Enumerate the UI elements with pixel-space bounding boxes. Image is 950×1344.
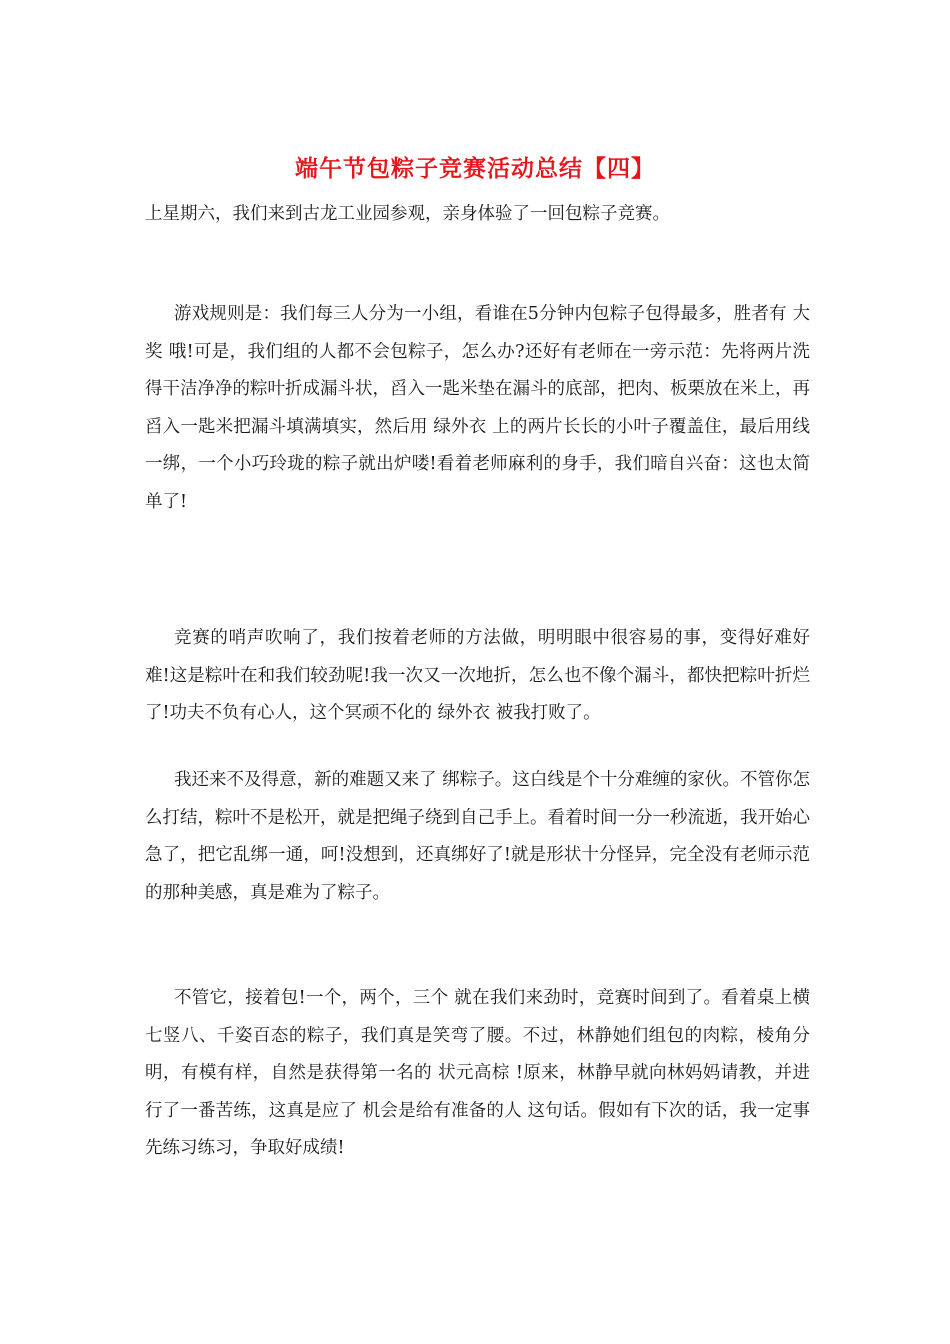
- intro-paragraph: 上星期六，我们来到古龙工业园参观，亲身体验了一回包粽子竞赛。: [145, 204, 670, 224]
- body-paragraph-competition: 竞赛的哨声吹响了，我们按着老师的方法做，明明眼中很容易的事，变得好难好难!这是粽叶在和我们较劲呢!我一次又一次地折，怎么也不像个漏斗，都快把粽叶折烂了!功夫不负有心人，这个冥顽不化的 绿外衣 被我打败了。: [145, 628, 810, 723]
- document-title: 端午节包粽子竞赛活动总结【四】: [295, 155, 655, 182]
- body-paragraph-tying: 我还来不及得意，新的难题又来了 绑粽子。这白线是个十分难缠的家伙。不管你怎么打结，粽叶不是松开，就是把绳子绕到自己手上。看着时间一分一秒流逝，我开始心急了，把它乱绑一通，呵!没想到，还真绑好了!就是形状十分怪异，完全没有老师示范的那种美感，真是难为了粽子。: [145, 770, 810, 903]
- body-paragraph-result: 不管它，接着包!一个，两个，三个 就在我们来劲时，竞赛时间到了。看着桌上横七竖八、千姿百态的粽子，我们真是笑弯了腰。不过，林静她们组包的肉粽，棱角分明，有模有样，自然是获得第一名的 状元高棕 !原来，林静早就向林妈妈请教，并进行了一番苦练，这真是应了 机会是给有准备的人 这句话。假如有下次的话，我一定事先练习练习，争取好成绩!: [145, 988, 810, 1158]
- body-paragraph-rules: 游戏规则是：我们每三人分为一小组，看谁在5分钟内包粽子包得最多，胜者有 大奖 哦!可是，我们组的人都不会包粽子，怎么办?还好有老师在一旁示范：先将两片洗得干洁净净的粽叶折成漏斗状，舀入一匙米垫在漏斗的底部，把肉、板栗放在米上，再舀入一匙米把漏斗填满填实，然后用 绿外衣 上的两片长长的小叶子覆盖住，最后用线一绑，一个小巧玲珑的粽子就出炉喽!看着老师麻利的身手，我们暗自兴奋：这也太简单了!: [145, 304, 810, 512]
